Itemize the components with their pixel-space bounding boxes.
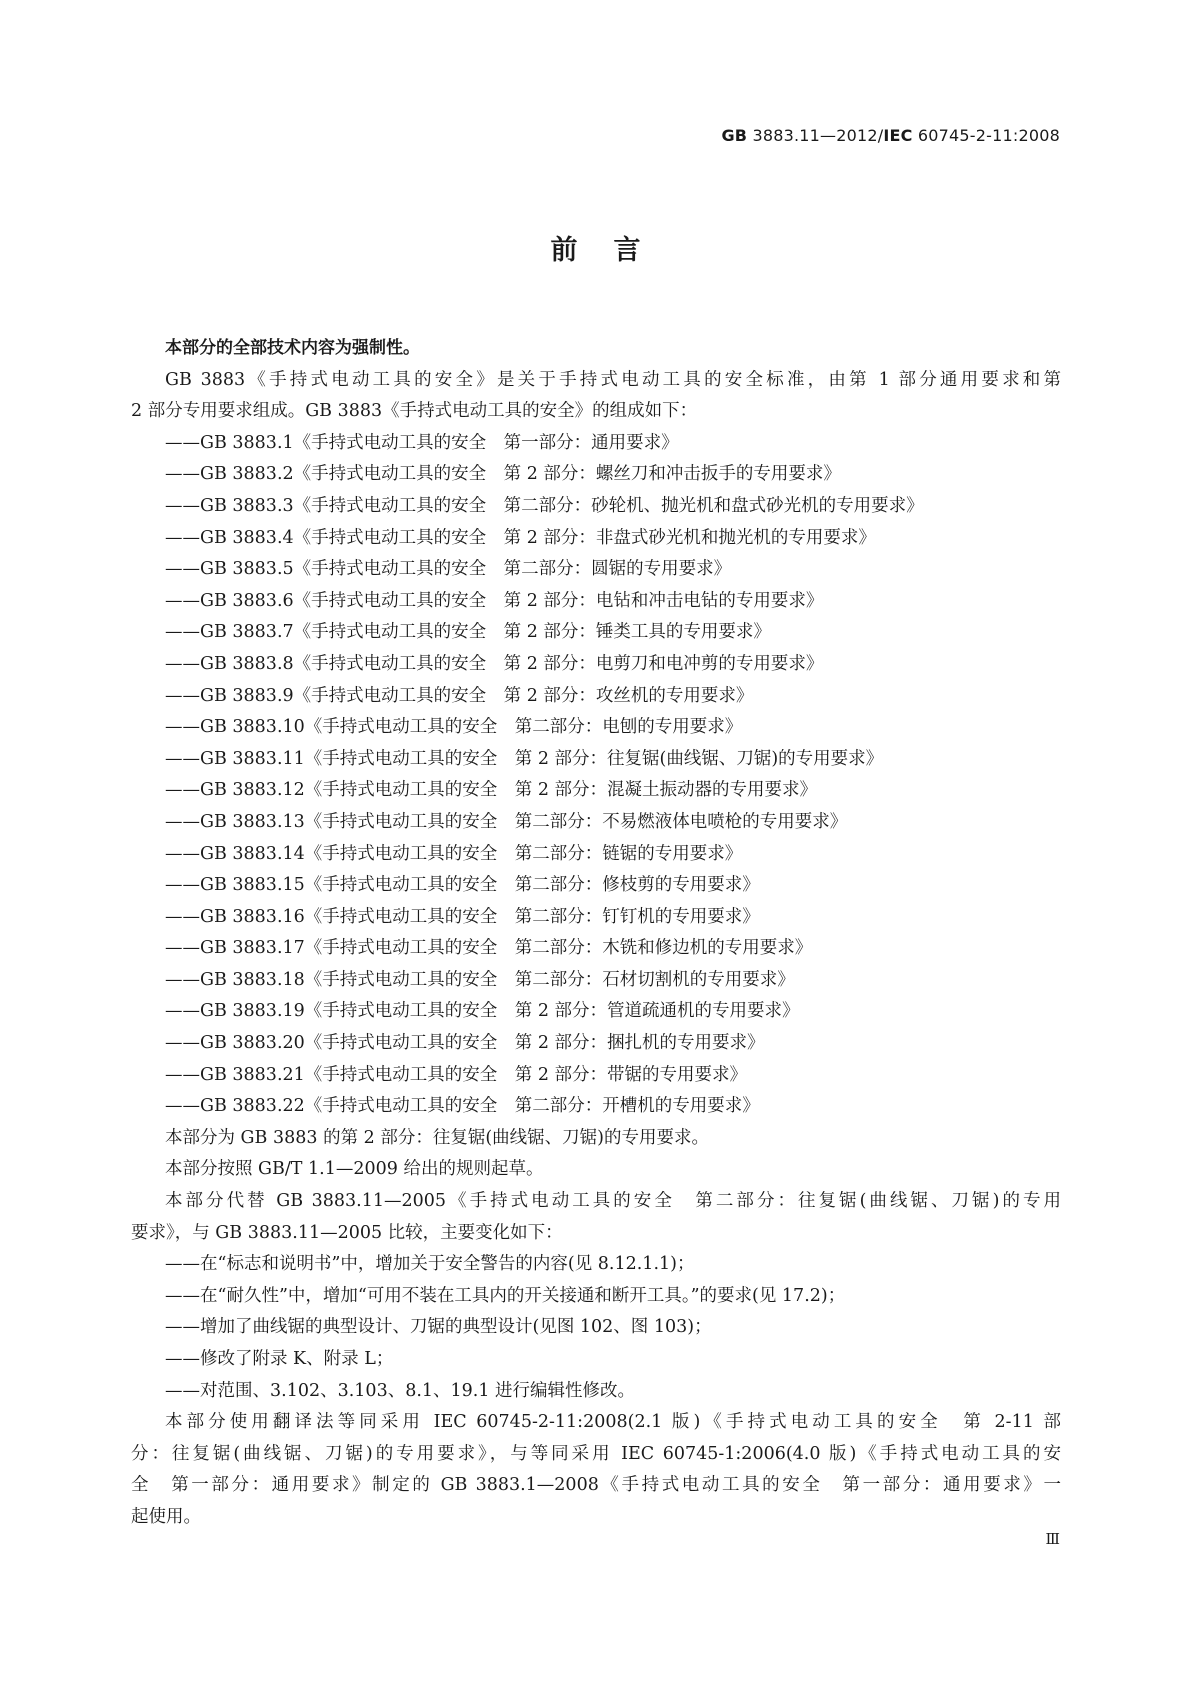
- parts-list-item: ——GB 3883.15《手持式电动工具的安全 第二部分：修枝剪的专用要求》: [165, 875, 760, 896]
- parts-list-item: ——GB 3883.8《手持式电动工具的安全 第 2 部分：电剪刀和电冲剪的专用要求》: [165, 653, 824, 674]
- parts-list-item: ——GB 3883.11《手持式电动工具的安全 第 2 部分：往复锯(曲线锯、刀锯)的专用要求》: [165, 748, 884, 769]
- standard-number: 3883.11—2012/: [747, 126, 884, 145]
- parts-list-item: ——GB 3883.5《手持式电动工具的安全 第二部分：圆锯的专用要求》: [165, 559, 732, 580]
- translation-paragraph-line: 分：往复锯(曲线锯、刀锯)的专用要求》，与等同采用 IEC 60745-1:2006(4.0 版)《手持式电动工具的安: [131, 1443, 1061, 1464]
- standard-number-header: [721, 126, 1060, 145]
- drafting-rule-statement: 本部分按照 GB/T 1.1—2009 给出的规则起草。: [165, 1159, 544, 1180]
- parts-list-item: ——GB 3883.9《手持式电动工具的安全 第 2 部分：攻丝机的专用要求》: [165, 685, 754, 706]
- parts-list-item: ——GB 3883.10《手持式电动工具的安全 第二部分：电刨的专用要求》: [165, 717, 743, 738]
- parts-list-item: ——GB 3883.17《手持式电动工具的安全 第二部分：木铣和修边机的专用要求》: [165, 938, 813, 959]
- changes-list-item: ——增加了曲线锯的典型设计、刀锯的典型设计(见图 102、图 103)；: [165, 1317, 712, 1338]
- changes-list-item: ——对范围、3.102、3.103、8.1、19.1 进行编辑性修改。: [165, 1380, 636, 1401]
- parts-list-item: ——GB 3883.6《手持式电动工具的安全 第 2 部分：电钻和冲击电钻的专用要求》: [165, 590, 824, 611]
- parts-list-item: ——GB 3883.7《手持式电动工具的安全 第 2 部分：锤类工具的专用要求》: [165, 622, 771, 643]
- parts-list-item: ——GB 3883.12《手持式电动工具的安全 第 2 部分：混凝土振动器的专用要求》: [165, 780, 818, 801]
- parts-list-item: ——GB 3883.13《手持式电动工具的安全 第二部分：不易燃液体电喷枪的专用要求》: [165, 811, 848, 832]
- iec-number: 60745-2-11:2008: [912, 126, 1060, 145]
- parts-list-item: ——GB 3883.18《手持式电动工具的安全 第二部分：石材切割机的专用要求》: [165, 969, 795, 990]
- parts-list-item: ——GB 3883.16《手持式电动工具的安全 第二部分：钉钉机的专用要求》: [165, 906, 760, 927]
- translation-paragraph-line: 本部分使用翻译法等同采用 IEC 60745-2-11:2008(2.1 版)《手持式电动工具的安全 第 2-11 部: [165, 1412, 1061, 1433]
- parts-list-item: ——GB 3883.3《手持式电动工具的安全 第二部分：砂轮机、抛光机和盘式砂光机的专用要求》: [165, 495, 924, 516]
- parts-list-item: ——GB 3883.20《手持式电动工具的安全 第 2 部分：捆扎机的专用要求》: [165, 1033, 765, 1054]
- parts-list-item: ——GB 3883.14《手持式电动工具的安全 第二部分：链锯的专用要求》: [165, 843, 743, 864]
- translation-paragraph-line: 起使用。: [131, 1506, 201, 1527]
- changes-list-item: ——在“耐久性”中，增加“可用不装在工具内的开关接通和断开工具。”的要求(见 17.2)；: [165, 1285, 846, 1306]
- foreword-body: [131, 333, 1061, 1534]
- scope-statement: 本部分为 GB 3883 的第 2 部分：往复锯(曲线锯、刀锯)的专用要求。: [165, 1127, 709, 1148]
- replaces-paragraph-line: 本部分代替 GB 3883.11—2005《手持式电动工具的安全 第二部分：往复锯(曲线锯、刀锯)的专用: [165, 1191, 1061, 1212]
- mandatory-statement: 本部分的全部技术内容为强制性。: [165, 338, 420, 358]
- translation-paragraph-line: 全 第一部分：通用要求》制定的 GB 3883.1—2008《手持式电动工具的安全 第一部分：通用要求》一: [131, 1475, 1061, 1496]
- parts-list-item: ——GB 3883.22《手持式电动工具的安全 第二部分：开槽机的专用要求》: [165, 1096, 760, 1117]
- changes-list-item: ——修改了附录 K、附录 L；: [165, 1349, 394, 1369]
- parts-list-item: ——GB 3883.21《手持式电动工具的安全 第 2 部分：带锯的专用要求》: [165, 1064, 748, 1085]
- parts-list: [131, 428, 1061, 1123]
- page-title: 前言: [550, 235, 677, 266]
- parts-list-item: ——GB 3883.19《手持式电动工具的安全 第 2 部分：管道疏通机的专用要求》: [165, 1001, 800, 1022]
- changes-list-item: ——在“标志和说明书”中，增加关于安全警告的内容(见 8.12.1.1)；: [165, 1254, 695, 1275]
- intro-paragraph-line: GB 3883《手持式电动工具的安全》是关于手持式电动工具的安全标准，由第 1 部分通用要求和第: [165, 369, 1061, 390]
- iec-prefix: IEC: [883, 126, 913, 145]
- standard-prefix: GB: [721, 126, 748, 145]
- page-number: Ⅲ: [1045, 1530, 1061, 1548]
- parts-list-item: ——GB 3883.4《手持式电动工具的安全 第 2 部分：非盘式砂光机和抛光机的专用要求》: [165, 527, 876, 548]
- replaces-paragraph-line: 要求》，与 GB 3883.11—2005 比较，主要变化如下：: [131, 1222, 563, 1243]
- parts-list-item: ——GB 3883.1《手持式电动工具的安全 第一部分：通用要求》: [165, 432, 679, 453]
- parts-list-item: ——GB 3883.2《手持式电动工具的安全 第 2 部分：螺丝刀和冲击扳手的专用要求》: [165, 464, 841, 485]
- changes-list: [131, 1249, 1061, 1407]
- intro-paragraph-line: 2 部分专用要求组成。GB 3883《手持式电动工具的安全》的组成如下：: [131, 401, 698, 422]
